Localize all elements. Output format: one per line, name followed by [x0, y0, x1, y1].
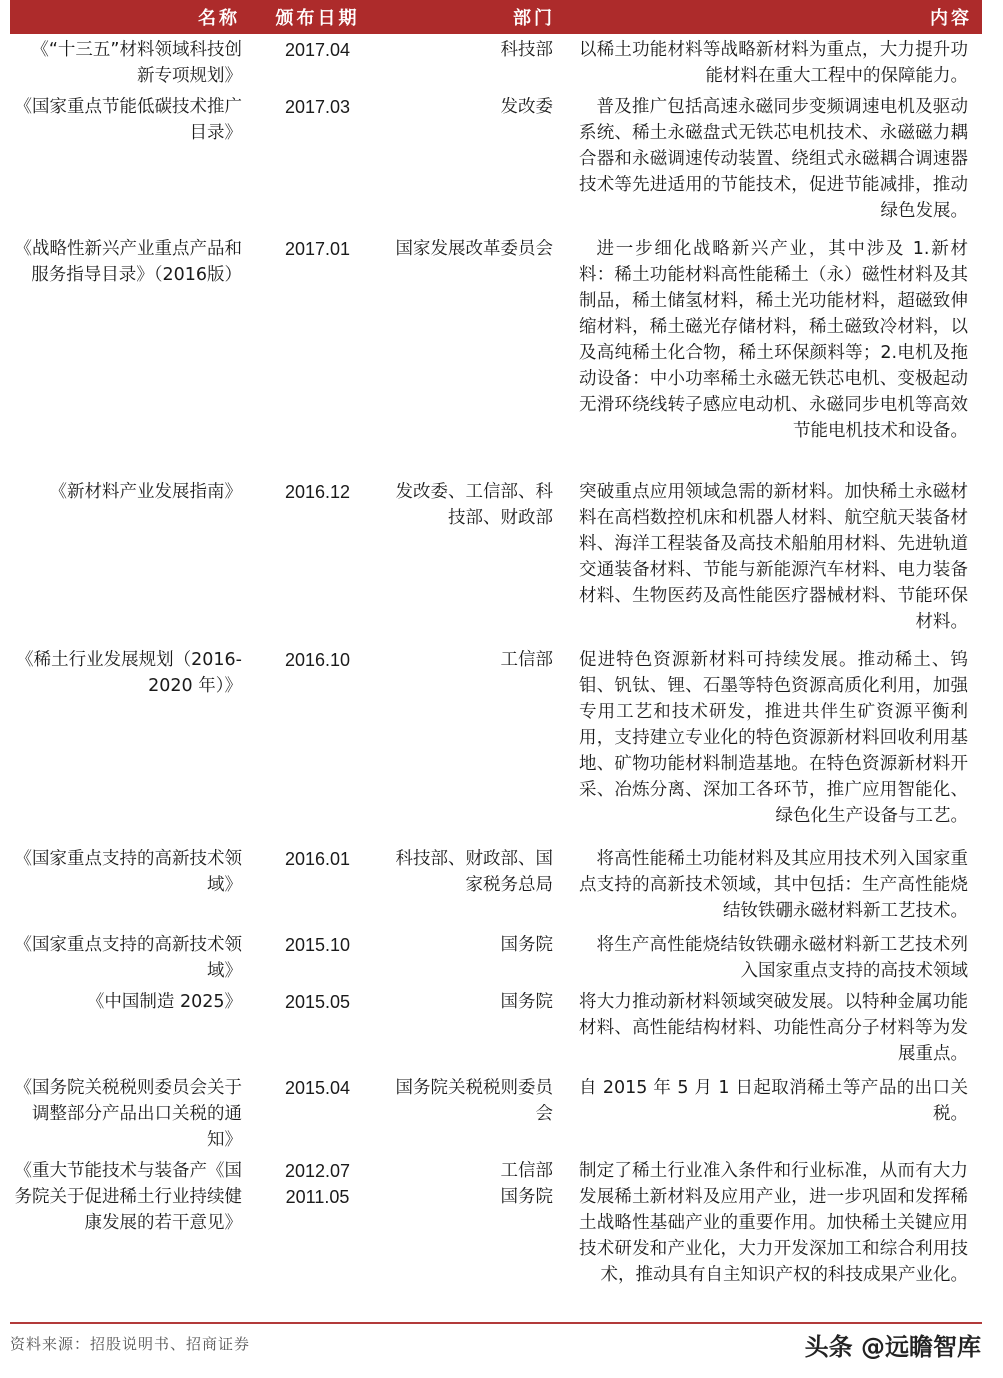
row-dept: 国务院关税税则委员会: [395, 1078, 553, 1124]
row-name: 《重大节能技术与装备产《国务院关于促进稀土行业持续健康发展的若干意见》: [14, 1161, 242, 1233]
row-dept: 发改委: [500, 97, 553, 117]
table-row: [10, 1072, 982, 1155]
row-date: 2015.10: [284, 935, 351, 955]
row-content: 将高性能稀土功能材料及其应用技术列入国家重点支持的高新技术领域，其中包括：生产高性能烧结钕铁硼永磁材料新工艺技术。: [579, 849, 968, 921]
row-date: 2016.12: [284, 482, 351, 502]
row-date: 2016.01: [284, 849, 351, 869]
table-row: [10, 644, 982, 843]
row-date: 2017.01: [284, 239, 351, 259]
table-row: [10, 843, 982, 929]
row-content: 进一步细化战略新兴产业，其中涉及 1.新材料：稀土功能材料高性能稀土（永）磁性材料及其制品，稀土储氢材料，稀土光功能材料，超磁致伸缩材料，稀土磁光存储材料，稀土磁致冷材料，以及高纯稀土化合物，稀土环保颜料等；2.电机及拖动设备：中小功率稀土永磁无铁芯电机、变极起动无滑环绕线转子感应电动机、永磁同步电机等高效节能电机技术和设备。: [579, 239, 968, 441]
policy-table: [10, 0, 982, 1319]
row-name: 《国家重点节能低碳技术推广目录》: [14, 97, 242, 143]
row-dept: 发改委、工信部、科技部、财政部: [395, 482, 553, 528]
row-dept: 国家发展改革委员会: [395, 239, 553, 259]
table-body: [10, 34, 982, 1319]
row-name: 《新材料产业发展指南》: [49, 482, 242, 502]
table-row: [10, 91, 982, 233]
row-dept: 科技部、财政部、国家税务总局: [395, 849, 553, 895]
header-name: 名称: [10, 0, 250, 34]
row-name: 《“十三五”材料领域科技创新专项规划》: [31, 40, 242, 86]
row-date: 2015.05: [284, 992, 351, 1012]
row-date: 2015.04: [284, 1078, 351, 1098]
source-note: 资料来源：招股说明书、招商证券: [10, 1335, 251, 1353]
row-content: 将大力推动新材料领域突破发展。以特种金属功能材料、高性能结构材料、功能性高分子材料等为发展重点。: [579, 992, 968, 1064]
row-dept: 国务院: [500, 935, 553, 955]
row-dept: 工信部: [500, 650, 553, 670]
row-dept: 国务院: [500, 992, 553, 1012]
table-row: [10, 476, 982, 644]
table-row: [10, 929, 982, 986]
row-date: 2017.04: [284, 40, 351, 60]
table-row: [10, 986, 982, 1072]
row-content: 将生产高性能烧结钕铁硼永磁材料新工艺技术列入国家重点支持的高技术领域: [596, 935, 968, 981]
row-name: 《战略性新兴产业重点产品和服务指导目录》（2016版）: [14, 239, 242, 285]
row-dept: 工信部 国务院: [500, 1161, 553, 1207]
row-content: 普及推广包括高速永磁同步变频调速电机及驱动系统、稀土永磁盘式无铁芯电机技术、永磁磁力耦合器和永磁调速传动装置、绕组式永磁耦合调速器技术等先进适用的节能技术，促进节能减排，推动绿色发展。: [579, 97, 968, 221]
row-name: 《国家重点支持的高新技术领域》: [14, 849, 242, 895]
row-dept: 科技部: [500, 40, 553, 60]
header-date: 颁布日期: [250, 0, 385, 34]
row-content: 以稀土功能材料等战略新材料为重点，大力提升功能材料在重大工程中的保障能力。: [579, 40, 968, 86]
row-content: 自 2015 年 5 月 1 日起取消稀土等产品的出口关税。: [579, 1078, 968, 1124]
table-row: [10, 34, 982, 91]
row-name: 《中国制造 2025》: [86, 992, 242, 1012]
row-date: 2017.03: [284, 97, 351, 117]
table-row: [10, 1155, 982, 1319]
header-content: 内容: [565, 0, 982, 34]
row-name: 《稀土行业发展规划（2016-2020 年）》: [16, 650, 242, 696]
table-row: [10, 233, 982, 476]
row-content: 促进特色资源新材料可持续发展。推动稀土、钨钼、钒钛、锂、石墨等特色资源高质化利用，加强专用工艺和技术研发，推进共伴生矿资源平衡利用，支持建立专业化的特色资源新材料回收利用基地、矿物功能材料制造基地。在特色资源新材料开采、冶炼分离、深加工各环节，推广应用智能化、绿色化生产设备与工艺。: [579, 650, 968, 826]
row-date: 2012.07 2011.05: [284, 1161, 351, 1207]
header-dept: 部门: [385, 0, 565, 34]
row-name: 《国家重点支持的高新技术领域》: [14, 935, 242, 981]
watermark: 头条 @远瞻智库: [804, 1333, 981, 1361]
row-date: 2016.10: [284, 650, 351, 670]
table-header: [10, 0, 982, 34]
row-content: 突破重点应用领域急需的新材料。加快稀土永磁材料在高档数控机床和机器人材料、航空航天装备材料、海洋工程装备及高技术船舶用材料、先进轨道交通装备材料、节能与新能源汽车材料、电力装备材料、生物医药及高性能医疗器械材料、节能环保材料。: [579, 482, 968, 632]
row-content: 制定了稀土行业准入条件和行业标准，从而有大力发展稀土新材料及应用产业，进一步巩固和发挥稀土战略性基础产业的重要作用。加快稀土关键应用技术研发和产业化，大力开发深加工和综合利用技术，推动具有自主知识产权的科技成果产业化。: [579, 1161, 968, 1285]
bottom-rule: [10, 1322, 982, 1324]
row-name: 《国务院关税税则委员会关于调整部分产品出口关税的通知》: [14, 1078, 242, 1150]
